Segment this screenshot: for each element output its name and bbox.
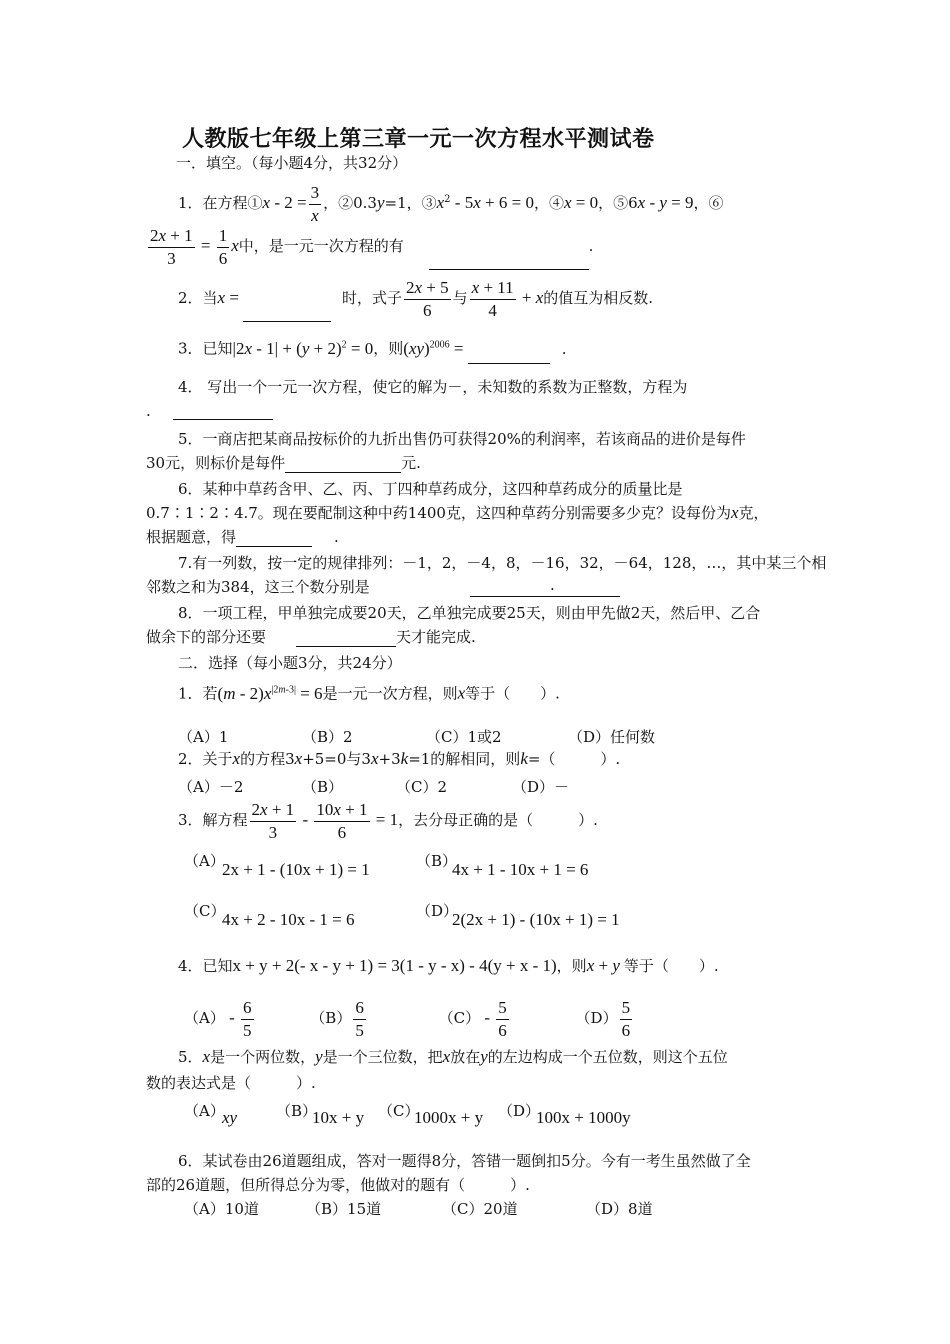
s2-question-4: 4．已知x + y + 2(- x - y + 1) = 3(1 - y - x) - 4(y + x - 1)，则x + y 等于（ ）. (178, 956, 719, 975)
answer-blank[interactable] (470, 580, 620, 597)
s2-q4-options (184, 996, 634, 1042)
s2-q2-option-a[interactable]: （A）－2 (178, 778, 244, 796)
s1-question-3: 3．已知$|2x - 1| + (y + 2)^2 = 0$，则(xy)$^{2006}$ = . (178, 330, 567, 364)
s2-question-1: 1．若$(m - 2)x^{|2m-3|} = 6$是一元一次方程，则x等于（ ）. (178, 683, 560, 703)
answer-blank[interactable] (296, 630, 396, 647)
s2-question-6: 6．某试卷由26道题组成，答对一题得8分，答错一题倒扣5分。今有一考生虽然做了全 (178, 1152, 751, 1170)
s1-question-6-cont2: 根据题意，得 . (146, 528, 339, 546)
s2-q3-label-a: （A） (184, 852, 225, 870)
s1-question-5-cont: 30元，则标价是每件 元. (146, 454, 421, 472)
s2-q5-option-b[interactable]: 10x + y (312, 1108, 365, 1127)
s2-q1-option-b[interactable]: （B）2 (302, 728, 353, 746)
s2-q3-label-c: （C） (184, 902, 226, 920)
s1-question-5: 5．一商店把某商品按标价的九折出售仍可获得20%的利润率，若该商品的进价是每件 (178, 430, 746, 448)
s2-q5-label-d: （D） (498, 1102, 541, 1120)
answer-blank[interactable] (468, 347, 550, 364)
s2-question-6-cont: 部的26道题，但所得总分为零，他做对的题有（ ）. (146, 1176, 530, 1194)
s2-q1-option-c[interactable]: （C）1或2 (426, 728, 502, 746)
s1-question-6-cont: 0.7∶1∶2∶4.7。现在要配制这种中药1400克，这四种草药分别需要多少克？设每份为x克， (146, 503, 769, 522)
s2-q2-option-c[interactable]: （C）2 (396, 778, 448, 796)
s2-q1-option-a[interactable]: （A）1 (178, 728, 229, 746)
section2-header: 二．选择（每小题3分，共24分） (178, 654, 402, 672)
s2-q3-option-d[interactable]: 2(2x + 1) - (10x + 1) = 1 (452, 910, 620, 929)
s2-q4-option-d[interactable]: （D） $\frac{5}{6}$ (575, 997, 631, 1040)
s2-question-3: 3．解方程 $\frac{2x + 1}{3}$ - $\frac{10x + 1}{6}$ = 1，去分母正确的是（ ）. (178, 799, 598, 842)
s2-q6-option-c[interactable]: （C）20道 (442, 1200, 518, 1218)
answer-blank[interactable] (243, 305, 331, 322)
s2-q3-label-d: （D） (416, 902, 459, 920)
s1-question-7: 7.有一列数，按一定的规律排列：－1，2，－4，8，－16，32，－64，128，…，其中某三个相 (178, 554, 827, 572)
s1-question-1: 1．在方程①x - 2 = $\frac{3}{x}$ ，②0.3y=1，$③x^2 - 5x + 6 = 0$，④x = 0，⑤6x - y = 9，⑥ (178, 182, 724, 225)
answer-blank[interactable] (429, 253, 589, 270)
answer-blank[interactable] (236, 530, 312, 547)
s2-question-2: 2．关于x的方程3x+5=0与3x+3k=1的解相同，则k=（ ）. (178, 749, 621, 768)
section1-header: 一．填空。（每小题4分，共32分） (176, 154, 408, 172)
s1-question-7-cont: 邻数之和为384，这三个数分别是 (146, 576, 620, 597)
s2-q4-option-c[interactable]: （C） - $\frac{5}{6}$ (438, 997, 507, 1040)
s2-q5-option-d[interactable]: 100x + 1000y (536, 1108, 631, 1127)
s2-q2-option-b[interactable]: （B） (302, 778, 344, 796)
s1-question-6: 6．某种中草药含甲、乙、丙、丁四种草药成分，这四种草药成分的质量比是 (178, 480, 683, 498)
s2-q6-option-b[interactable]: （B）15道 (306, 1200, 382, 1218)
s1-question-1-cont: $\frac{2x + 1}{3}$ = $\frac{1}{6}$ x中，是一元一次方程的有 . (150, 225, 594, 268)
s1-question-8: 8．一项工程，甲单独完成要20天，乙单独完成要25天，则由甲先做2天，然后甲、乙合 (178, 604, 761, 622)
s2-q3-option-b[interactable]: 4x + 1 - 10x + 1 = 6 (452, 860, 589, 879)
s2-q4-option-b[interactable]: （B） $\frac{6}{5}$ (310, 997, 364, 1040)
s2-question-5-cont: 数的表达式是（ ）. (146, 1074, 316, 1092)
s2-q1-option-d[interactable]: （D）任何数 (568, 728, 656, 746)
s2-q3-option-c[interactable]: 4x + 2 - 10x - 1 = 6 (222, 910, 355, 929)
s2-q5-label-b: （B） (276, 1102, 318, 1120)
s2-question-5: 5．x是一个两位数，y是一个三位数，把x放在y的左边构成一个五位数，则这个五位 (178, 1047, 728, 1066)
s2-q5-option-c[interactable]: 1000x + y (414, 1108, 484, 1127)
s2-q5-label-c: （C） (378, 1102, 420, 1120)
answer-blank[interactable] (285, 456, 401, 473)
s2-q4-equation: x + y + 2(- x - y + 1) = 3(1 - y - x) - 4(y + x - 1) (232, 956, 557, 975)
s2-q3-option-a[interactable]: 2x + 1 - (10x + 1) = 1 (222, 860, 370, 879)
s1-question-4: 4． 写出一个一元一次方程，使它的解为－，未知数的系数为正整数，方程为 (178, 378, 688, 396)
s2-q2-option-d[interactable]: （D）－ (512, 778, 570, 796)
s2-q4-option-a[interactable]: （A） - $\frac{6}{5}$ (184, 997, 252, 1040)
s2-q6-option-d[interactable]: （D）8道 (586, 1200, 653, 1218)
s2-q6-option-a[interactable]: （A）10道 (184, 1200, 259, 1218)
page-title: 人教版七年级上第三章一元一次方程水平测试卷 (182, 126, 655, 152)
s2-q3-label-b: （B） (416, 852, 458, 870)
answer-blank[interactable] (173, 403, 273, 420)
s2-q5-label-a: （A） (184, 1102, 225, 1120)
s1-question-4-blank: . (146, 402, 273, 420)
s1-question-8-cont: 做余下的部分还要 天才能完成. (146, 628, 476, 646)
s1-question-2: 2．当x = 时，式子 $\frac{2x + 5}{6}$ 与 $\frac{x + 11}{4}$ + x的值互为相反数. (178, 277, 654, 320)
s1-question-7-period: . (550, 576, 555, 594)
s2-q5-option-a[interactable]: xy (222, 1108, 238, 1127)
